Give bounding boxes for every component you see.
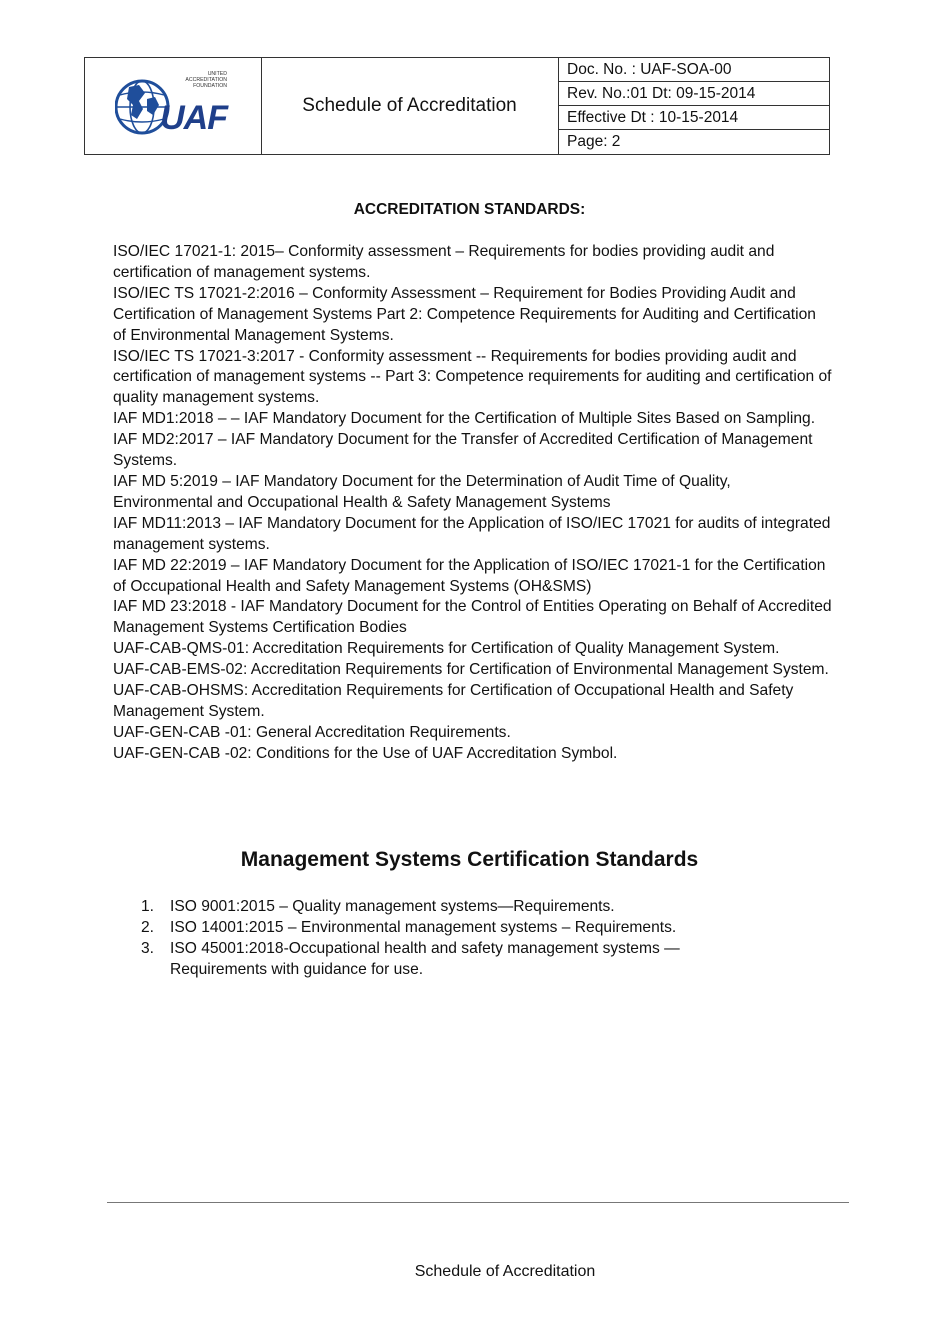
effective-date: Effective Dt : 10-15-2014 (558, 106, 829, 130)
uaf-logo (115, 69, 231, 143)
list-item (141, 897, 781, 918)
accreditation-standards-list (113, 242, 833, 765)
management-heading: Management Systems Certification Standards (240, 848, 699, 871)
standard-item: ISO/IEC 17021-1: 2015– Conformity assessment – Requirements for bodies providing audit and certification of management systems. (113, 243, 775, 281)
standard-item: UAF-CAB-EMS-02: Accreditation Requirements for Certification of Environmental Management System. (113, 661, 829, 679)
standard-item: ISO/IEC TS 17021-3:2017 - Conformity assessment -- Requirements for bodies providing audit and certification of management systems -- Part 3: Competence requirements for auditing and certification of quality management systems. (113, 347, 832, 407)
doc-number: Doc. No. : UAF-SOA-00 (558, 58, 829, 82)
standard-item: UAF-GEN-CAB -02: Conditions for the Use of UAF Accreditation Symbol. (113, 744, 618, 762)
standard-item: ISO/IEC TS 17021-2:2016 – Conformity Assessment – Requirement for Bodies Providing Audit and Certification of Management Systems Part 2: Competence Requirements for Auditing and Certification of Environmental Management Systems. (113, 284, 816, 344)
footer-divider (107, 1202, 849, 1203)
document-header (84, 57, 830, 155)
logo-wordmark: UAF (160, 99, 227, 137)
standard-item: IAF MD 22:2019 – IAF Mandatory Document for the Application of ISO/IEC 17021-1 for the Certification of Occupational Health and Safety Management Systems (OH&SMS) (113, 556, 826, 595)
management-standards-list (141, 897, 781, 981)
standard-item: IAF MD 23:2018 - IAF Mandatory Document for the Control of Entities Operating on Behalf of Accredited Management Systems Certification Bodies (113, 598, 832, 637)
list-text: ISO 45001:2018-Occupational health and safety management systems — Requirements with guidance for use. (170, 939, 680, 978)
standard-item: UAF-CAB-QMS-01: Accreditation Requirements for Certification of Quality Management System. (113, 640, 780, 658)
logo-line-2: ACCREDITATION (185, 77, 227, 83)
list-item (141, 918, 781, 939)
logo-line-1: UNITED (207, 71, 227, 77)
standard-item: UAF-GEN-CAB -01: General Accreditation Requirements. (113, 723, 511, 741)
page-number: Page: 2 (567, 133, 621, 150)
footer-text: Schedule of Accreditation (414, 1263, 596, 1280)
revision-number: Rev. No.:01 Dt: 09-15-2014 (558, 82, 829, 106)
header-title: Schedule of Accreditation (261, 58, 559, 154)
standard-item: IAF MD 5:2019 – IAF Mandatory Document for the Determination of Audit Time of Quality, Environmental and Occupational Health & Safety Management Systems (113, 472, 731, 511)
standard-item: UAF-CAB-OHSMS: Accreditation Requirements for Certification of Occupational Health and Safety Management System. (113, 682, 794, 720)
list-text: ISO 14001:2015 – Environmental management systems – Requirements. (170, 918, 677, 936)
standard-item: IAF MD2:2017 – IAF Mandatory Document for the Transfer of Accredited Certification of Management Systems. (113, 431, 813, 470)
standard-item: IAF MD1:2018 – – IAF Mandatory Document for the Certification of Multiple Sites Based on Sampling. (113, 410, 816, 428)
standard-item: IAF MD11:2013 – IAF Mandatory Document for the Application of ISO/IEC 17021 for audits of integrated management systems. (113, 514, 831, 553)
list-item (141, 939, 781, 981)
list-number: 1. (141, 898, 155, 915)
logo-line-3: FOUNDATION (193, 83, 227, 89)
list-number: 2. (141, 918, 155, 936)
document-meta (558, 58, 829, 154)
accreditation-heading: ACCREDITATION STANDARDS: (353, 201, 586, 218)
list-number: 3. (141, 939, 155, 957)
logo-cell (85, 58, 262, 154)
list-text: ISO 9001:2015 – Quality management systems—Requirements. (170, 898, 615, 915)
